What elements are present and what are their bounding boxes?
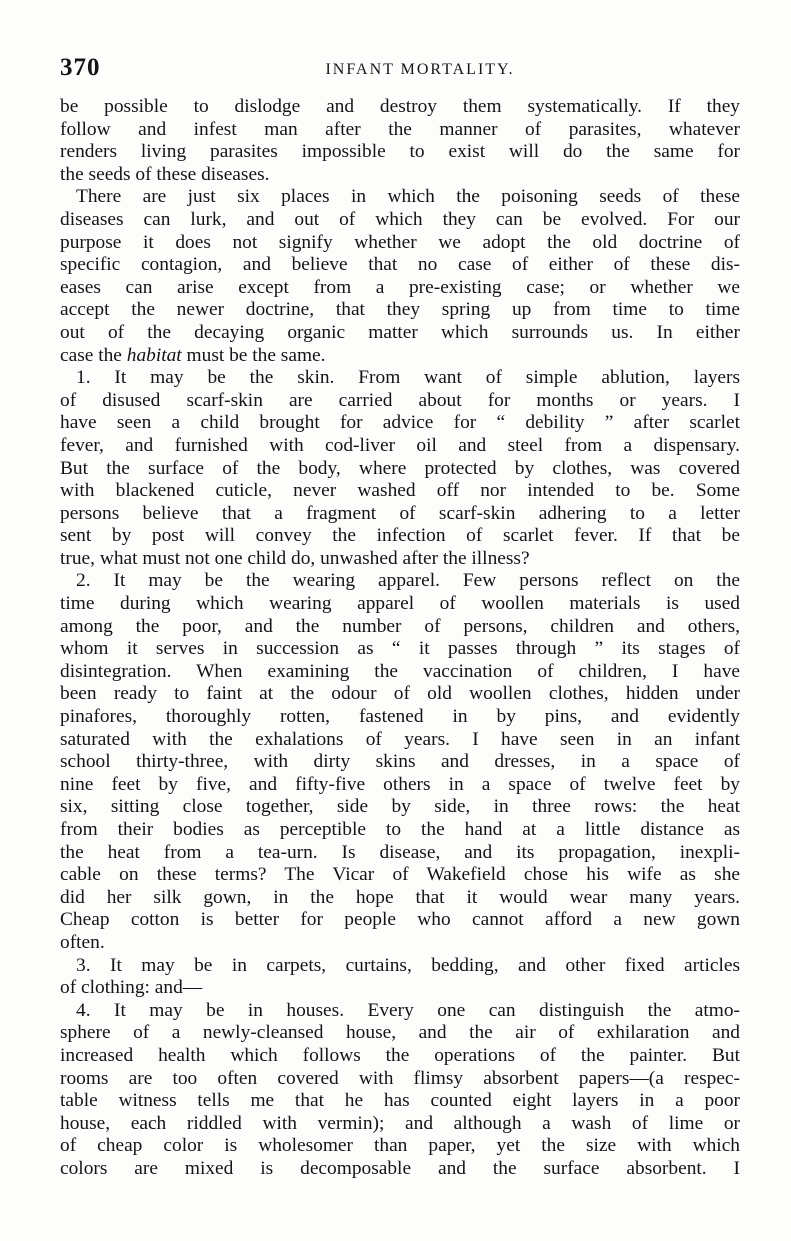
text-line: be possible to dislodge and destroy them systematically. If they [60,96,740,117]
text-line: diseases can lurk, and out of which they can be evolved. For our [60,208,740,230]
text-line: the seeds of these diseases. [60,163,270,185]
text-line: true, what must not one child do, unwashed after the illness? [60,547,530,569]
text-line: increased health which follows the operations of the painter. But [60,1044,740,1066]
text-line: of cheap color is wholesomer than paper, yet the size with which [60,1135,740,1157]
text-line: have seen a child brought for advice for “ debility ” after scarlet [60,412,740,434]
text-line: nine feet by five, and fifty-five others in a space of twelve feet by [60,773,740,795]
text-line: purpose it does not signify whether we adopt the old doctrine of [60,231,740,253]
text-line: six, sitting close together, side by side, in three rows: the heat [60,796,740,818]
text-line: sent by post will convey the infection of scarlet fever. If that be [60,525,740,547]
text-line: saturated with the exhalations of years. I have seen in an infant [60,728,740,750]
text-line: persons believe that a fragment of scarf-skin adhering to a letter [60,502,740,524]
text-line: school thirty-three, with dirty skins and dresses, in a space of [60,751,740,773]
text-line: with blackened cuticle, never washed off nor intended to be. Some [60,480,740,502]
text-line: time during which wearing apparel of woollen materials is used [60,593,740,615]
text-line: of disused scarf-skin are carried about for months or years. I [60,389,740,411]
page-header [60,54,740,82]
italic-word: habitat [126,344,182,366]
text-line: fever, and furnished with cod-liver oil and steel from a dispensary. [60,434,740,456]
text-line: from their bodies as perceptible to the hand at a little distance as [60,819,740,840]
page-number: 370 [60,54,101,81]
text-line: There are just six places in which the poisoning seeds of these [76,186,740,208]
text-line: whom it serves in succession as “ it passes through ” its stages of [60,638,740,660]
text-line: colors are mixed is decomposable and the surface absorbent. I [60,1157,740,1179]
text-line: Cheap cotton is better for people who cannot afford a new gown [60,909,740,931]
text-line: among the poor, and the number of persons, children and others, [60,615,740,637]
text-line: often. [60,931,105,953]
text-line: cable on these terms? The Vicar of Wakefield chose his wife as she [60,864,740,886]
text-line: But the surface of the body, where protected by clothes, was covered [60,457,740,479]
text-line: specific contagion, and believe that no case of either of these dis- [60,254,740,276]
text-line: eases can arise except from a pre-existing case; or whether we [60,276,740,298]
text-line: out of the decaying organic matter which surrounds us. In either [60,321,740,343]
text-line: disintegration. When examining the vaccination of children, I have [60,660,740,682]
text-line: of clothing: and— [60,977,203,999]
text-line: 3. It may be in carpets, curtains, bedding, and other fixed articles [76,954,740,976]
text-line: table witness tells me that he has counted eight layers in a poor [60,1090,740,1112]
text-line: case the habitat must be the same. [60,344,326,366]
text-line: 2. It may be the wearing apparel. Few persons reflect on the [76,570,740,592]
text-line: accept the newer doctrine, that they spring up from time to time [60,299,740,321]
text-line: been ready to faint at the odour of old woollen clothes, hidden under [60,683,740,705]
text-line: rooms are too often covered with flimsy absorbent papers—(a respec- [60,1067,740,1089]
body-text [60,96,740,1181]
text-line: house, each riddled with vermin); and although a wash of lime or [60,1112,740,1134]
text-line: 4. It may be in houses. Every one can distinguish the atmo- [76,999,740,1021]
text-line: follow and infest man after the manner of parasites, whatever [60,118,740,140]
running-head: INFANT MORTALITY. [325,61,515,78]
text-line: sphere of a newly-cleansed house, and the air of exhilaration and [60,1022,740,1044]
text-line: pinafores, thoroughly rotten, fastened in by pins, and evidently [60,706,740,728]
text-line: renders living parasites impossible to exist will do the same for [60,141,740,163]
text-line: 1. It may be the skin. From want of simple ablution, layers [76,367,740,389]
text-line: did her silk gown, in the hope that it would wear many years. [60,886,740,908]
text-line: the heat from a tea-urn. Is disease, and its propagation, inexpli- [60,841,740,863]
